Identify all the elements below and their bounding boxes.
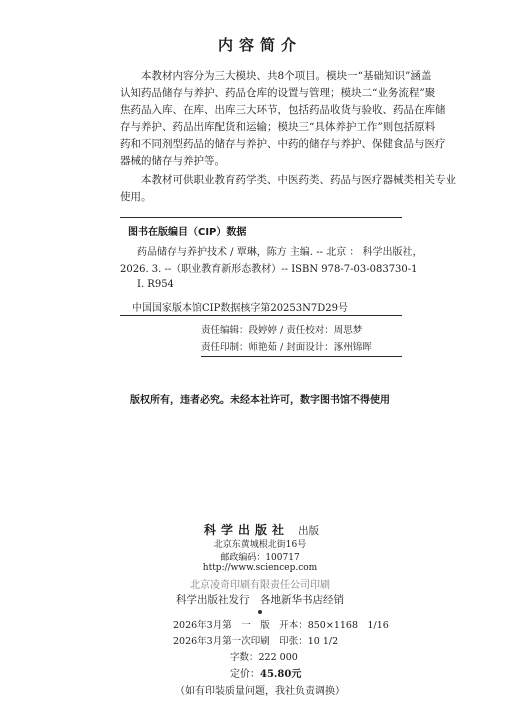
printer-line: 北京凌奇印刷有限责任公司印刷 [190,580,330,591]
separator-dot [258,610,262,614]
intro-line: 认知药品储存与养护、药品仓库的设置与管理；模块二“业务流程”聚 [120,87,436,99]
cip-classification: Ⅰ. R954 [137,279,174,290]
audience-line: 本教材可供职业教育药学类、中医药类、药品与医疗器械类相关专业 [141,174,456,186]
intro-paragraph [120,68,446,170]
word-count: 字数：222 000 [230,652,298,663]
intro-line: 本教材内容分为三大模块、共8个项目。模块一“基础知识”涵盖 [141,70,432,82]
publisher-address: 北京东黄城根北街16号 [213,540,307,550]
credits-editors: 责任编辑：段婷婷 / 责任校对：周思梦 [201,325,363,336]
publisher-line [204,519,319,538]
quality-note: （如有印装质量问题，我社负责调换） [175,686,345,697]
printing-line: 2026年3月第一次印刷 印张：10 1/2 [173,636,339,647]
cip-line-2: 2026. 3. --（职业教育新形态教材）-- ISBN 978-7-03-083730-1 [120,264,418,275]
cip-bottom-rule [120,315,402,316]
intro-line: 存与养护、药品出库配货和运输；模块三“具体养护工作”则包括原料 [120,121,436,133]
publisher-suffix: 出版 [298,525,320,537]
distribution-line: 科学出版社发行 各地新华书店经销 [176,594,344,606]
intro-line: 药和不同剂型药品的储存与养护、中药的储存与养护、保健食品与医疗 [120,138,446,150]
cip-verify-number: 中国国家版本馆CIP数据核字第20253N7D29号 [132,303,348,314]
publisher-website: http://www.sciencep.com [202,563,318,573]
cip-heading: 图书在版编目（CIP）数据 [128,227,247,238]
edition-line: 2026年3月第 一 版 开本：850×1168 1/16 [173,620,389,631]
price-label: 定价： [230,669,260,680]
price-value: 45.80元 [260,669,302,680]
cip-top-rule [120,217,402,218]
audience-line: 使用。 [120,191,152,203]
price-line [230,665,301,680]
cip-line-1: 药品储存与养护技术 / 覃琳，陈方 主编. -- 北京 ： 科学出版社， [137,247,423,258]
credits-rule [201,356,402,357]
publisher-postcode: 邮政编码：100717 [220,553,300,563]
intro-line: 焦药品入库、在库、出库三大环节，包括药品收货与验收、药品在库储 [120,104,446,116]
audience-paragraph [120,172,456,206]
publisher-logo: 科学出版社 [204,523,290,537]
page-title: 内容简介 [217,36,302,54]
credits-production: 责任印制：师艳茹 / 封面设计：涿州锦晖 [201,342,372,353]
copyright-notice: 版权所有，违者必究。未经本社许可，数字图书馆不得使用 [130,395,390,406]
intro-line: 器械的储存与养护等。 [120,155,225,167]
